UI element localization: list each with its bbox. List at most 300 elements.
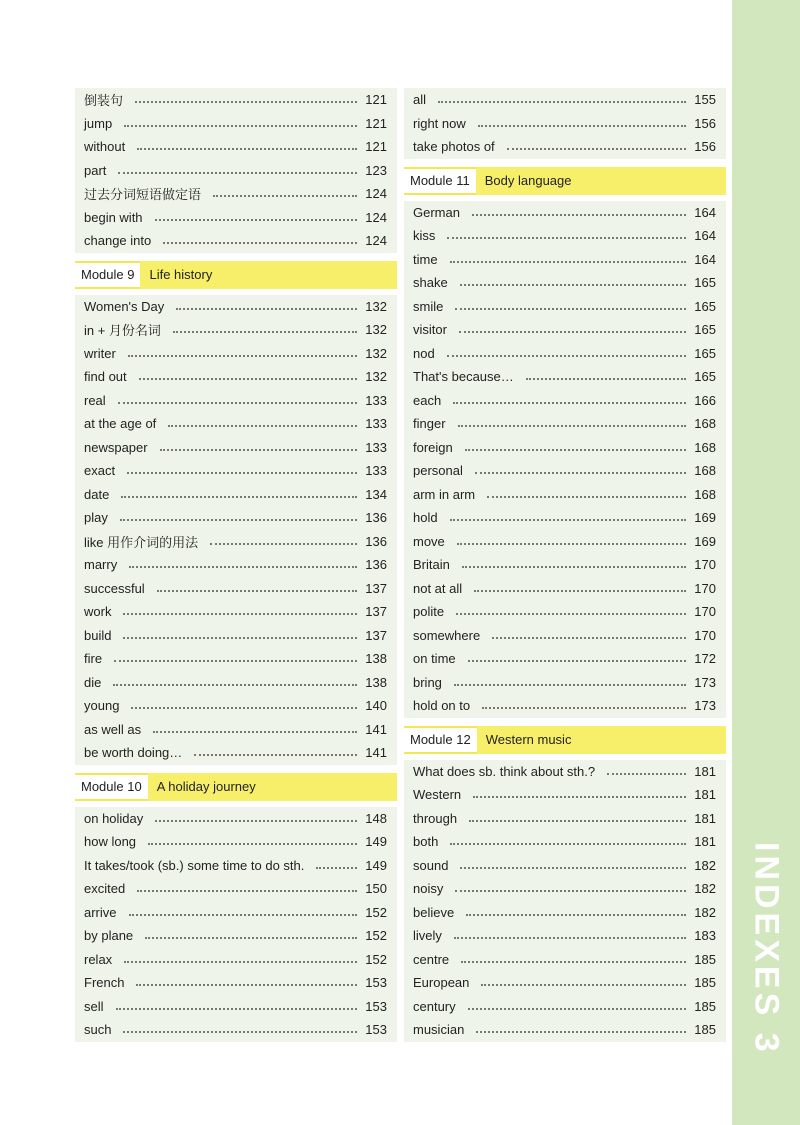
entry-term: somewhere [413,627,481,643]
entry-term: part [84,162,107,178]
dot-leader [168,424,357,427]
index-entry [75,830,397,854]
dot-leader [316,866,357,869]
dot-leader [447,354,687,357]
entry-page-number: 164 [694,204,716,220]
index-entry [404,224,726,248]
entry-term: successful [84,580,145,596]
entry-term: move [413,533,445,549]
dot-leader [507,147,687,150]
entry-page-number: 153 [365,1022,387,1038]
entry-page-number: 136 [365,557,387,573]
dot-leader [173,330,357,333]
dot-leader [461,960,686,963]
entry-page-number: 169 [694,510,716,526]
dot-leader [482,706,686,709]
entry-term: hold on to [413,698,471,714]
index-entry [404,971,726,995]
index-entry [75,671,397,695]
entry-page-number: 173 [694,674,716,690]
index-entry [75,295,397,319]
entry-block [404,88,726,159]
index-entry [404,201,726,225]
entry-page-number: 170 [694,557,716,573]
entry-term: sell [84,998,104,1014]
module-header [75,261,397,289]
dot-leader [474,589,686,592]
dot-leader [123,612,357,615]
entry-term: writer [84,345,116,361]
entry-term: 过去分词短语做定语 [84,187,202,203]
index-entry [404,530,726,554]
entry-page-number: 140 [365,698,387,714]
index-entry [404,483,726,507]
dot-leader [468,1007,687,1010]
entry-page-number: 132 [365,322,387,338]
entry-term: That's because… [413,369,514,385]
entry-page-number: 168 [694,439,716,455]
entry-page-number: 133 [365,439,387,455]
dot-leader [466,913,686,916]
index-entry [75,318,397,342]
entry-page-number: 164 [694,251,716,267]
module-title: Western music [477,726,726,754]
index-entry [75,88,397,112]
dot-leader [123,1030,357,1033]
entry-block [404,201,726,718]
dot-leader [155,218,358,221]
entry-term: Western [413,787,462,803]
index-entry [404,318,726,342]
entry-page-number: 170 [694,627,716,643]
entry-term: nod [413,345,435,361]
index-entry [404,248,726,272]
entry-term: not at all [413,580,463,596]
index-entry [75,342,397,366]
dot-leader [118,401,358,404]
index-entry [404,877,726,901]
index-entry [75,459,397,483]
dot-leader [155,819,357,822]
index-entry [404,412,726,436]
dot-leader [450,518,687,521]
entry-page-number: 172 [694,651,716,667]
entry-page-number: 150 [365,881,387,897]
module-header [75,773,397,801]
entry-term: kiss [413,228,436,244]
index-entry [404,506,726,530]
entry-page-number: 124 [365,209,387,225]
entry-term: right now [413,115,466,131]
entry-page-number: 137 [365,604,387,620]
index-column-left [75,88,397,1050]
index-entry [404,459,726,483]
entry-page-number: 149 [365,857,387,873]
dot-leader [438,100,686,103]
entry-page-number: 185 [694,1022,716,1038]
index-entry [75,694,397,718]
entry-term: polite [413,604,445,620]
dot-leader [128,354,358,357]
entry-page-number: 168 [694,486,716,502]
dot-leader [114,659,357,662]
dot-leader [457,542,687,545]
entry-term: exact [84,463,116,479]
index-entry [404,295,726,319]
entry-term: both [413,834,439,850]
index-entry [404,694,726,718]
dot-leader [460,283,687,286]
entry-term: visitor [413,322,447,338]
dot-leader [121,495,357,498]
dot-leader [145,936,357,939]
index-entry [75,389,397,413]
index-entry [404,389,726,413]
dot-leader [473,795,686,798]
entry-block [75,295,397,765]
entry-term: without [84,139,126,155]
dot-leader [469,819,686,822]
entry-term: time [413,251,438,267]
dot-leader [447,236,686,239]
entry-page-number: 132 [365,345,387,361]
dot-leader [213,194,357,197]
dot-leader [148,842,357,845]
dot-leader [123,636,357,639]
index-entry [75,807,397,831]
entry-page-number: 156 [694,139,716,155]
dot-leader [127,471,357,474]
index-entry [404,135,726,159]
index-entry [75,206,397,230]
entry-term: relax [84,951,113,967]
dot-leader [135,100,357,103]
entry-page-number: 165 [694,275,716,291]
entry-page-number: 170 [694,604,716,620]
dot-leader [456,612,686,615]
entry-page-number: 165 [694,369,716,385]
entry-block [75,88,397,253]
entry-term: be worth doing… [84,745,183,761]
index-entry [404,1018,726,1042]
module-label: Module 10 [75,773,148,801]
dot-leader [468,659,687,662]
entry-page-number: 185 [694,951,716,967]
index-entry [75,995,397,1019]
entry-term: bring [413,674,442,690]
dot-leader [153,730,357,733]
index-entry [404,553,726,577]
entry-page-number: 181 [694,787,716,803]
dot-leader [129,913,358,916]
dot-leader [472,213,686,216]
entry-page-number: 185 [694,998,716,1014]
entry-term: work [84,604,112,620]
module-label: Module 9 [75,261,140,289]
index-entry [75,506,397,530]
index-entry [75,112,397,136]
index-entry [404,647,726,671]
entry-page-number: 181 [694,810,716,826]
entry-page-number: 182 [694,881,716,897]
entry-page-number: 136 [365,533,387,549]
entry-term: young [84,698,120,714]
dot-leader [458,424,687,427]
entry-term: find out [84,369,127,385]
dot-leader [454,683,686,686]
dot-leader [163,241,357,244]
dot-leader [450,842,686,845]
entry-page-number: 124 [365,186,387,202]
entry-term: century [413,998,456,1014]
index-entry [75,924,397,948]
dot-leader [194,753,357,756]
dot-leader [476,1030,686,1033]
entry-term: newspaper [84,439,148,455]
entry-page-number: 152 [365,904,387,920]
entry-page-number: 155 [694,92,716,108]
entry-page-number: 124 [365,233,387,249]
entry-term: marry [84,557,118,573]
dot-leader [116,1007,358,1010]
dot-leader [487,495,686,498]
index-entry [75,159,397,183]
entry-page-number: 152 [365,928,387,944]
index-entry [404,995,726,1019]
entry-page-number: 164 [694,228,716,244]
entry-page-number: 136 [365,510,387,526]
dot-leader [455,307,686,310]
entry-term: believe [413,904,455,920]
entry-page-number: 132 [365,298,387,314]
index-entry [75,530,397,554]
index-entry [75,854,397,878]
index-entry [404,436,726,460]
dot-leader [113,683,357,686]
entry-term: smile [413,298,444,314]
entry-page-number: 156 [694,115,716,131]
entry-page-number: 133 [365,463,387,479]
entry-term: play [84,510,108,526]
entry-term: French [84,975,125,991]
dot-leader [465,448,687,451]
module-header [404,167,726,195]
module-title: Life history [140,261,397,289]
entry-page-number: 153 [365,975,387,991]
entry-term: Women's Day [84,298,165,314]
entry-term: centre [413,951,450,967]
index-entry [75,182,397,206]
entry-page-number: 168 [694,463,716,479]
entry-page-number: 121 [365,115,387,131]
index-column-right [404,88,726,1050]
entry-page-number: 165 [694,298,716,314]
entry-page-number: 166 [694,392,716,408]
entry-page-number: 169 [694,533,716,549]
side-tab-label: INDEXES 3 [747,842,786,1056]
entry-page-number: 141 [365,745,387,761]
entry-term: at the age of [84,416,157,432]
dot-leader [478,124,687,127]
entry-term: It takes/took (sb.) some time to do sth. [84,857,305,873]
entry-term: hold [413,510,438,526]
entry-block [75,807,397,1042]
module-label: Module 12 [404,726,477,754]
entry-page-number: 165 [694,345,716,361]
index-entry [75,877,397,901]
entry-term: date [84,486,110,502]
entry-term: real [84,392,106,408]
dot-leader [210,542,357,545]
entry-term: musician [413,1022,465,1038]
dot-leader [139,377,358,380]
index-entry [404,365,726,389]
dot-leader [136,983,357,986]
entry-term: German [413,204,460,220]
module-title: Body language [476,167,726,195]
dot-leader [176,307,357,310]
index-entry [404,924,726,948]
dot-leader [137,147,357,150]
entry-term: lively [413,928,442,944]
entry-term: personal [413,463,463,479]
dot-leader [124,124,357,127]
entry-page-number: 185 [694,975,716,991]
entry-term: die [84,674,102,690]
entry-page-number: 137 [365,627,387,643]
index-entry [75,600,397,624]
module-header [404,726,726,754]
entry-term: take photos of [413,139,495,155]
entry-term: Britain [413,557,450,573]
entry-term: sound [413,857,449,873]
index-entry [75,624,397,648]
index-entry [75,718,397,742]
entry-page-number: 165 [694,322,716,338]
entry-term: in + 月份名词 [84,323,161,339]
index-entry [75,135,397,159]
dot-leader [137,889,357,892]
index-entry [75,483,397,507]
index-entry [75,1018,397,1042]
entry-page-number: 181 [694,763,716,779]
index-entry [404,271,726,295]
index-entry [75,412,397,436]
dot-leader [462,565,686,568]
entry-term: like 用作介词的用法 [84,534,199,550]
entry-page-number: 183 [694,928,716,944]
entry-term: finger [413,416,446,432]
index-entry [75,901,397,925]
dot-leader [453,401,686,404]
dot-leader [157,589,358,592]
index-entry [75,971,397,995]
index-entry [404,830,726,854]
entry-page-number: 133 [365,392,387,408]
dot-leader [475,471,686,474]
entry-term: on holiday [84,810,144,826]
entry-term: how long [84,834,137,850]
index-entry [404,760,726,784]
dot-leader [492,636,686,639]
index-entry [404,901,726,925]
index-entry [404,342,726,366]
entry-term: excited [84,881,126,897]
entry-page-number: 133 [365,416,387,432]
index-entry [404,948,726,972]
entry-term: What does sb. think about sth.? [413,763,596,779]
index-entry [75,436,397,460]
dot-leader [120,518,357,521]
entry-term: jump [84,115,113,131]
index-entry [75,553,397,577]
index-entry [75,647,397,671]
index-entry [404,88,726,112]
dot-leader [129,565,357,568]
entry-page-number: 173 [694,698,716,714]
module-label: Module 11 [404,167,476,195]
dot-leader [450,260,687,263]
entry-block [404,760,726,1042]
entry-term: fire [84,651,103,667]
entry-term: by plane [84,928,134,944]
entry-term: on time [413,651,456,667]
entry-page-number: 148 [365,810,387,826]
entry-term: arrive [84,904,117,920]
dot-leader [160,448,358,451]
index-entry [75,229,397,253]
dot-leader [455,889,686,892]
side-tab [732,0,800,1125]
entry-term: begin with [84,209,143,225]
dot-leader [124,960,357,963]
index-entry [404,600,726,624]
entry-term: each [413,392,442,408]
entry-page-number: 181 [694,834,716,850]
dot-leader [131,706,357,709]
entry-page-number: 152 [365,951,387,967]
entry-page-number: 182 [694,857,716,873]
entry-page-number: 121 [365,139,387,155]
index-entry [75,365,397,389]
dot-leader [118,171,357,174]
entry-page-number: 121 [365,92,387,108]
entry-term: such [84,1022,112,1038]
entry-page-number: 132 [365,369,387,385]
entry-term: European [413,975,470,991]
entry-page-number: 138 [365,651,387,667]
entry-term: as well as [84,721,142,737]
index-entry [404,624,726,648]
index-entry [404,577,726,601]
entry-term: foreign [413,439,453,455]
entry-term: through [413,810,458,826]
dot-leader [526,377,687,380]
entry-page-number: 153 [365,998,387,1014]
entry-page-number: 134 [365,486,387,502]
index-entry [404,112,726,136]
dot-leader [460,866,686,869]
index-entry [404,807,726,831]
index-entry [75,577,397,601]
dot-leader [459,330,686,333]
entry-term: build [84,627,112,643]
entry-term: shake [413,275,448,291]
entry-page-number: 182 [694,904,716,920]
dot-leader [607,772,686,775]
entry-page-number: 149 [365,834,387,850]
entry-page-number: 123 [365,162,387,178]
